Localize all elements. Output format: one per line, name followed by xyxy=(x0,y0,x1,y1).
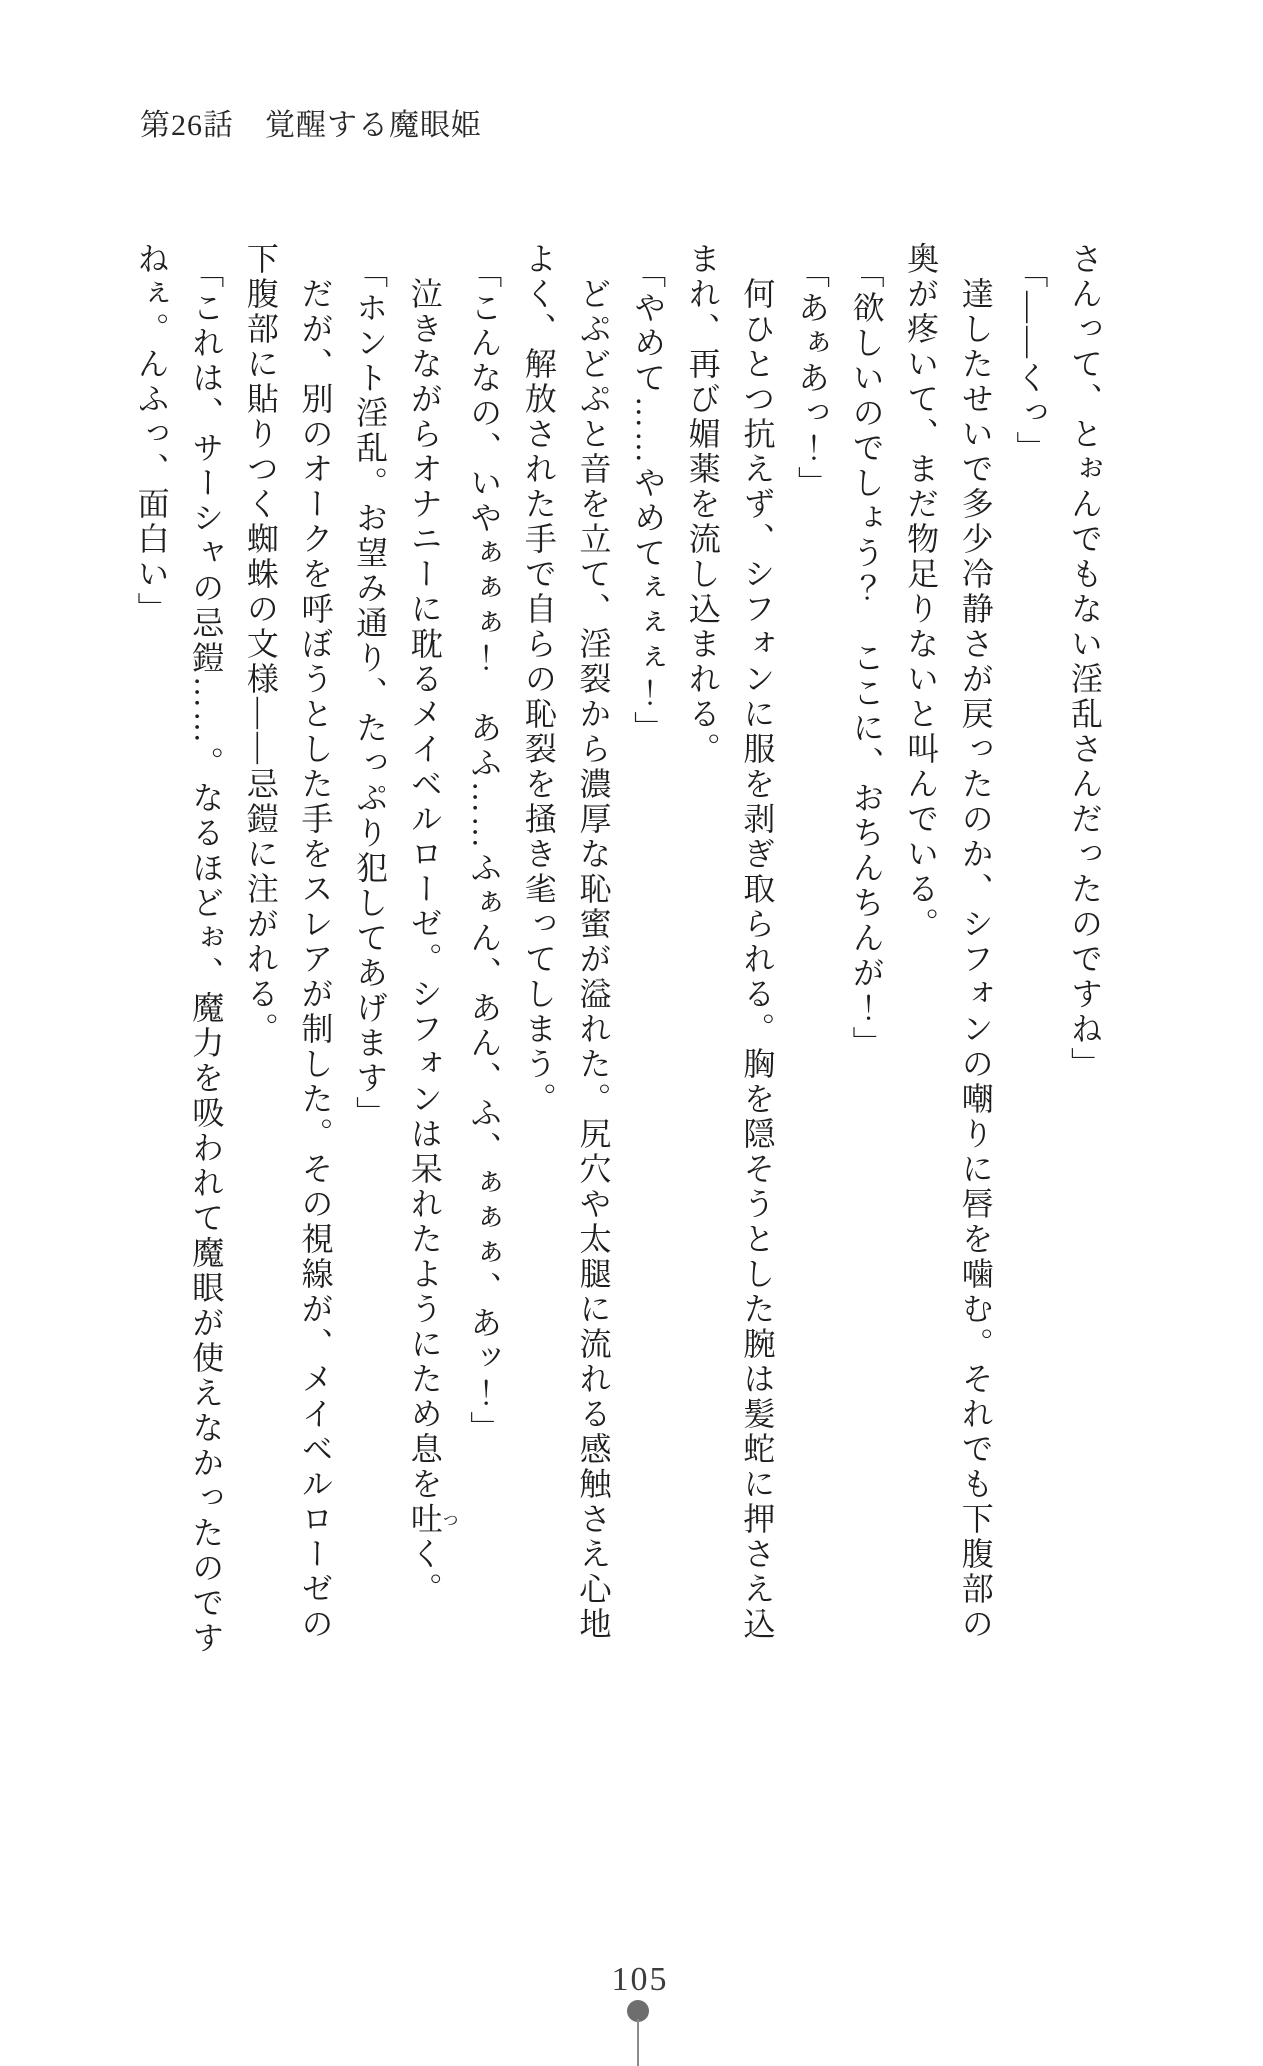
text-block xyxy=(124,242,1112,1657)
chapter-title: 第26話 覚醒する魔眼姫 xyxy=(140,109,482,142)
text-line: 奥が疼いて、まだ物足りないと叫んでいる。 xyxy=(903,242,940,942)
text-line: 下腹部に貼りつく蜘蛛の文様——忌鎧に注がれる。 xyxy=(242,242,279,1047)
text-line: さんって、とぉんでもない淫乱さんだったのですね」 xyxy=(1067,242,1103,1082)
text-line: 「これは、サーシャの忌鎧……。なるほどぉ、魔力を吸われて魔眼が使えなかったのです xyxy=(188,256,225,1657)
text-line: よく、解放された手で自らの恥裂を掻き毟ってしまう。 xyxy=(520,242,557,1117)
footer-stem-line xyxy=(637,2019,639,2066)
text-line: 「こんなの、いやぁぁぁ！ あふ……ふぁん、あん、ふ、ぁぁぁ、あッ！」 xyxy=(466,256,503,1447)
text-line: 「——くっ」 xyxy=(1012,256,1049,467)
text-line: 「欲しいのでしょう？ ここに、おちんちんが！」 xyxy=(848,256,885,1062)
text-line: まれ、再び媚薬を流し込まれる。 xyxy=(684,242,721,767)
text-line: 泣きながらオナニーに耽るメイベルローゼ。シフォンは呆れたようにため息を吐つく。 xyxy=(406,242,458,1607)
text-line: だが、別のオークを呼ぼうとした手をスレアが制した。その視線が、メイベルローゼの xyxy=(297,242,334,1642)
ruby-annotated-char: 吐つ xyxy=(406,1502,458,1537)
text-line: 達したせいで多少冷静さが戻ったのか、シフォンの嘲りに唇を噛む。それでも下腹部の xyxy=(957,242,994,1642)
text-line: ねぇ。んふっ、面白い」 xyxy=(133,242,170,627)
text-line: 何ひとつ抗えず、シフォンに服を剥ぎ取られる。胸を隠そうとした腕は髪蛇に押さえ込 xyxy=(739,242,776,1642)
text-line: 「やめて……やめてぇぇぇ！」 xyxy=(630,256,667,747)
page-number: 105 xyxy=(611,1961,669,1998)
text-line: 「あぁあっ！」 xyxy=(793,256,830,502)
text-line: 「ホント淫乱。お望み通り、たっぷり犯してあげます」 xyxy=(352,256,389,1132)
text-line: どぷどぷと音を立て、淫裂から濃厚な恥蜜が溢れた。尻穴や太腿に流れる感触さえ心地 xyxy=(575,242,612,1642)
